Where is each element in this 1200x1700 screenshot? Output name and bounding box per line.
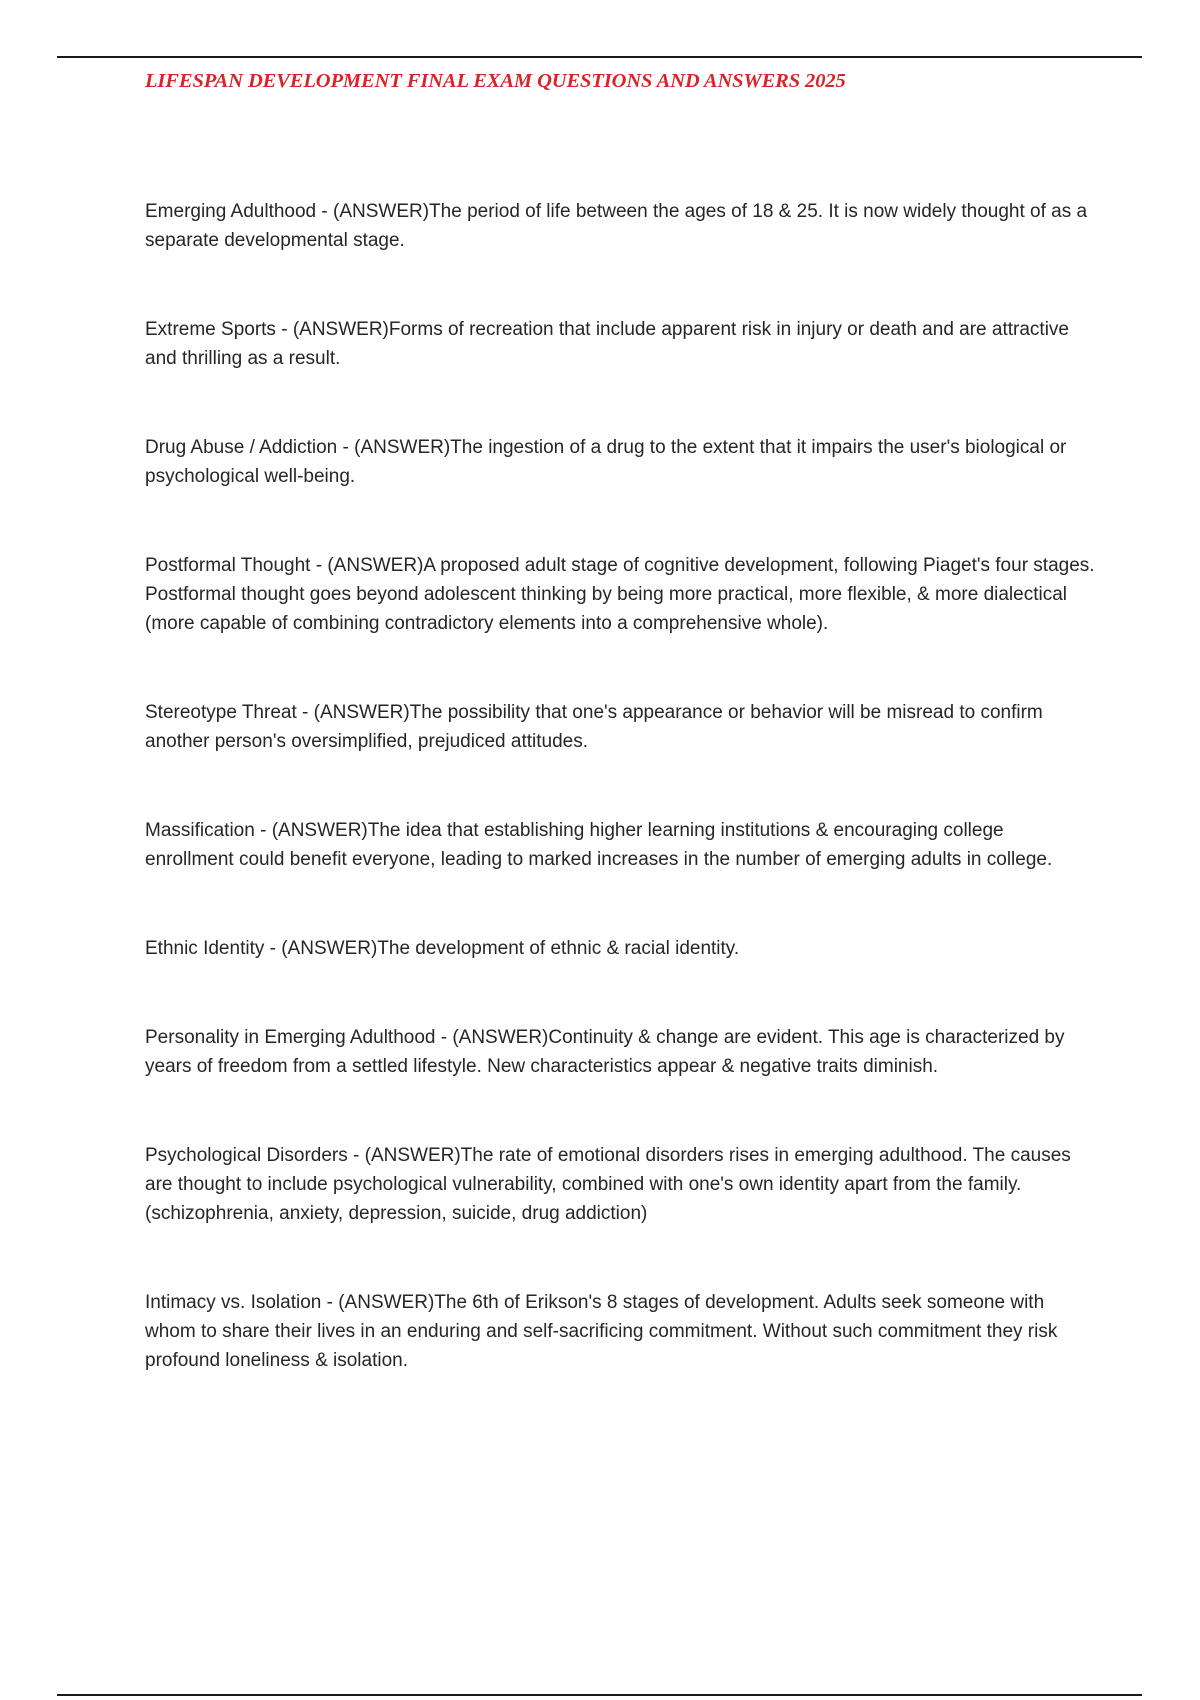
qa-entry-drug-abuse: Drug Abuse / Addiction - (ANSWER)The ingestion of a drug to the extent that it impairs the user's biological or psychological well-being.: [145, 437, 1067, 487]
qa-entry-postformal-thought: Postformal Thought - (ANSWER)A proposed adult stage of cognitive development, following Piaget's four stages. Postformal thought goes beyond adolescent thinking by being more practical, more flexible, & more dialectical (more capable of combining contradictory elements into a comprehensive whole).: [145, 555, 1095, 634]
qa-entry-intimacy-vs-isolation: Intimacy vs. Isolation - (ANSWER)The 6th of Erikson's 8 stages of development. Adults seek someone with whom to share their lives in an enduring and self-sacrificing commitment. Without such commitment they risk profound loneliness & isolation.: [145, 1292, 1058, 1371]
qa-entry-massification: Massification - (ANSWER)The idea that establishing higher learning institutions & encouraging college enrollment could benefit everyone, leading to marked increases in the number of emerging adults in college.: [145, 820, 1053, 870]
qa-entry-stereotype-threat: Stereotype Threat - (ANSWER)The possibility that one's appearance or behavior will be misread to confirm another person's oversimplified, prejudiced attitudes.: [145, 702, 1043, 752]
document-title: LIFESPAN DEVELOPMENT FINAL EXAM QUESTIONS AND ANSWERS 2025: [145, 70, 846, 92]
qa-entry-psychological-disorders: Psychological Disorders - (ANSWER)The rate of emotional disorders rises in emerging adulthood. The causes are thought to include psychological vulnerability, combined with one's own identity apart from the family. (schizophrenia, anxiety, depression, suicide, drug addiction): [145, 1145, 1071, 1224]
qa-entry-ethnic-identity: Ethnic Identity - (ANSWER)The development of ethnic & racial identity.: [145, 938, 740, 959]
qa-list: [145, 197, 1095, 1435]
qa-entry-personality: Personality in Emerging Adulthood - (ANSWER)Continuity & change are evident. This age is characterized by years of freedom from a settled lifestyle. New characteristics appear & negative traits diminish.: [145, 1027, 1065, 1077]
footer-rule: [57, 1694, 1142, 1696]
qa-entry-extreme-sports: Extreme Sports - (ANSWER)Forms of recreation that include apparent risk in injury or death and are attractive and thrilling as a result.: [145, 319, 1069, 369]
qa-entry-emerging-adulthood: Emerging Adulthood - (ANSWER)The period of life between the ages of 18 & 25. It is now widely thought of as a separate developmental stage.: [145, 201, 1088, 251]
header-rule: [57, 56, 1142, 58]
